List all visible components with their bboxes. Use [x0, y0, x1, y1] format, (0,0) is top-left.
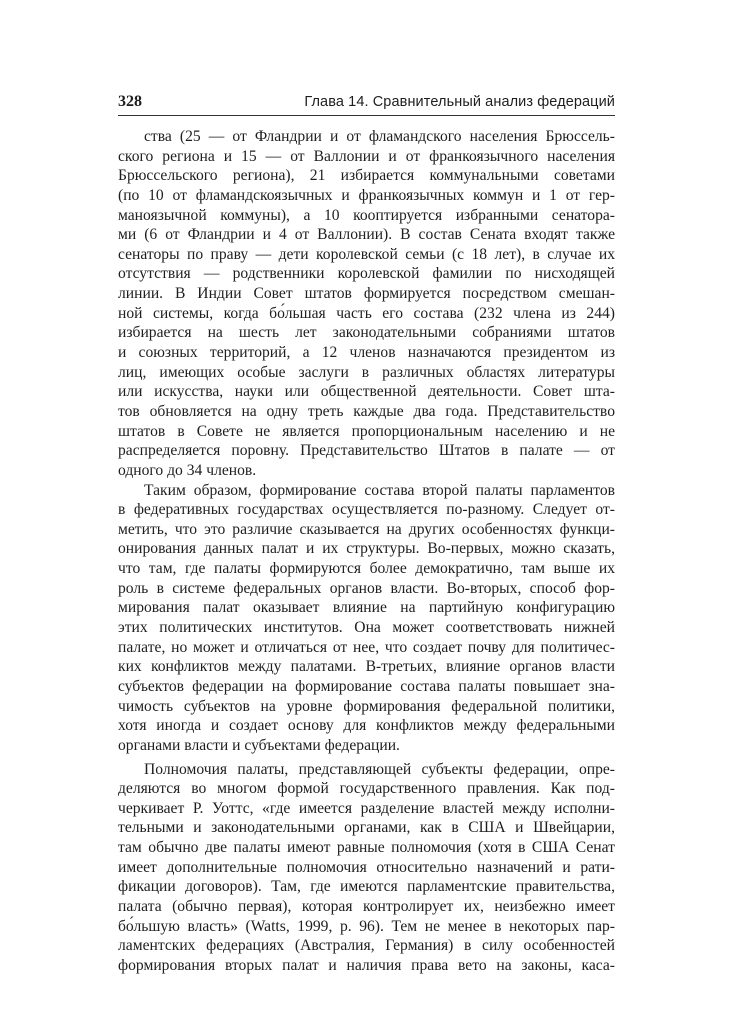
- text-line: формирования вторых палат и наличия права вето на законы, каса-: [118, 956, 615, 974]
- text-line: тельными и законодательными органами, как в США и Швейцарии,: [118, 819, 615, 837]
- header-rule: [118, 115, 615, 116]
- text-line: сенаторы по праву — дети королевской семьи (с 18 лет), в случае их: [118, 245, 615, 263]
- text-line: метить, что это различие сказывается на других особенностях функци-: [118, 520, 615, 538]
- text-line: бо́льшую власть» (Watts, 1999, р. 96). Тем не менее в некоторых пар-: [118, 917, 615, 935]
- text-line: маноязычной коммуны), а 10 кооптируется избранными сенатора-: [118, 206, 615, 224]
- body-text: [118, 127, 615, 976]
- text-line: что там, где палаты формируются более демократично, там выше их: [118, 560, 615, 578]
- text-line: отсутствия — родственники королевской фамилии по нисходящей: [118, 265, 615, 283]
- text-line: или искусства, науки или общественной деятельности. Совет шта-: [118, 383, 615, 401]
- text-line: палате, но может и отличаться от нее, что создает почву для политичес-: [118, 638, 615, 656]
- paragraph-2: [118, 481, 615, 756]
- text-line: Таким образом, формирование состава второй палаты парламентов: [144, 481, 615, 499]
- text-line: органами власти и субъектами федерации.: [118, 736, 400, 754]
- text-line: палата (обычно первая), которая контролирует их, неизбежно имеет: [118, 897, 615, 915]
- paragraph-3: [118, 760, 615, 976]
- text-line: (по 10 от фламандскоязычных и франкоязычных коммун и 1 от гер-: [118, 186, 615, 204]
- text-line: чимость субъектов на уровне формирования федеральной политики,: [118, 697, 615, 715]
- text-line: избирается на шесть лет законодательными собраниями штатов: [118, 324, 615, 342]
- text-line: этих политических институтов. Она может соответствовать нижней: [118, 619, 615, 637]
- text-line: в федеративных государствах осуществляется по-разному. Следует от-: [118, 501, 615, 519]
- text-line: лиц, имеющих особые заслуги в различных областях литературы: [118, 363, 615, 381]
- text-line: там обычно две палаты имеют равные полномочия (хотя в США Сенат: [118, 839, 615, 857]
- text-line: ких конфликтов между палатами. В-третьих, влияние органов власти: [118, 658, 615, 676]
- text-line: ламентских федерациях (Австралия, Германия) в силу особенностей: [118, 937, 615, 955]
- text-line: роль в системе федеральных органов власти. Во-вторых, способ фор-: [118, 579, 615, 597]
- page-number: 328: [118, 93, 142, 110]
- text-line: Брюссельского региона), 21 избирается коммунальными советами: [118, 167, 615, 185]
- text-line: имеет дополнительные полномочия относительно назначений и рати-: [118, 858, 615, 876]
- text-line: штатов в Совете не является пропорциональным населению и не: [118, 422, 615, 440]
- text-line: субъектов федерации на формирование состава палаты повышает зна-: [118, 677, 615, 695]
- text-line: линии. В Индии Совет штатов формируется посредством смешан-: [118, 285, 615, 303]
- text-line: и союзных территорий, а 12 членов назначаются президентом из: [118, 344, 615, 362]
- page-header: [118, 92, 615, 114]
- paragraph-1: [118, 127, 615, 481]
- text-line: распределяется поровну. Представительство Штатов в палате — от: [118, 442, 615, 460]
- text-line: деляются во многом формой государственного правления. Как под-: [118, 780, 615, 798]
- text-line: хотя иногда и создает основу для конфликтов между федеральными: [118, 717, 615, 735]
- text-line: ского региона и 15 — от Валлонии и от франкоязычного населения: [118, 147, 615, 165]
- text-line: черкивает Р. Уоттс, «где имеется разделение властей между исполни-: [118, 799, 615, 817]
- text-line: онирования данных палат и их структуры. Во-первых, можно сказать,: [118, 540, 615, 558]
- text-line: ства (25 — от Фландрии и от фламандского населения Брюссель-: [144, 128, 615, 145]
- text-line: одного до 34 членов.: [118, 461, 257, 479]
- text-line: тов обновляется на одну треть каждые два года. Представительство: [118, 402, 615, 420]
- text-line: ной системы, когда бо́льшая часть его состава (232 члена из 244): [118, 304, 615, 322]
- text-line: мирования палат оказывает влияние на партийную конфигурацию: [118, 599, 615, 617]
- text-line: фикации договоров). Там, где имеются парламентские правительства,: [118, 878, 615, 896]
- text-line: ми (6 от Фландрии и 4 от Валлонии). В состав Сената входят также: [118, 226, 615, 244]
- running-head: Глава 14. Сравнительный анализ федераций: [304, 94, 615, 110]
- text-line: Полномочия палаты, представляющей субъекты федерации, опре-: [144, 760, 615, 778]
